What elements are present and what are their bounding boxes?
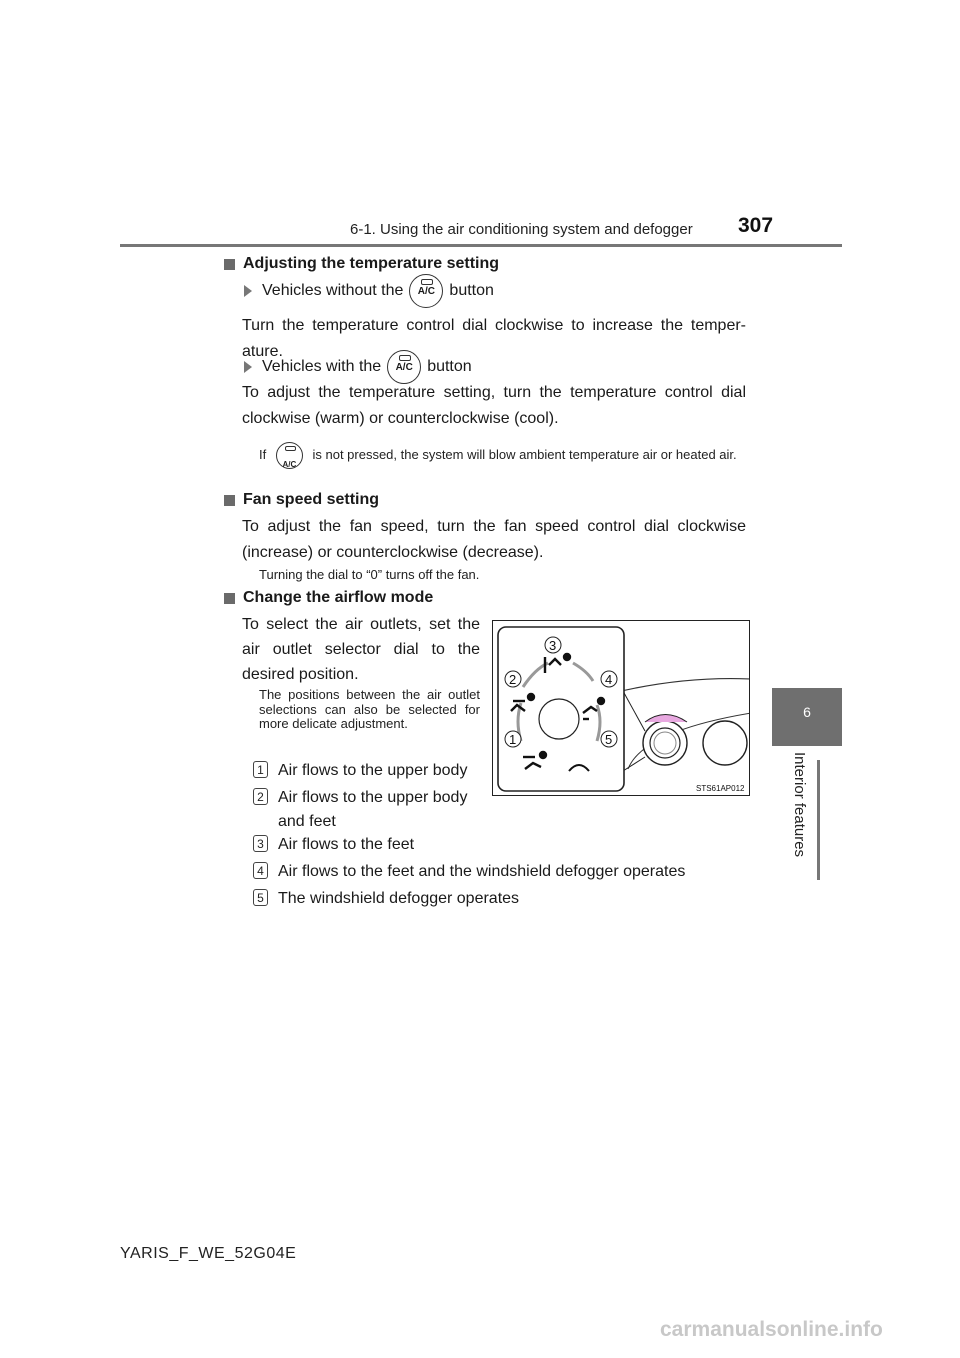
airflow-note: The positions between the air outlet selections can also be selected for more delicate adjustment.	[259, 687, 480, 732]
with-ac-text: To adjust the temperature setting, turn the temperature control dial clockwise (warm) or counterclockwise (cool).	[242, 384, 746, 427]
item-number: 4	[253, 862, 268, 879]
ac-button-icon: A/C	[387, 350, 421, 384]
chapter-number: 6	[803, 704, 811, 720]
svg-text:1: 1	[509, 732, 517, 747]
right-knob-icon	[643, 715, 687, 766]
header-divider	[120, 244, 842, 247]
list-item: 4 Air flows to the feet and the windshield defogger operates	[253, 860, 753, 884]
fan-text: To adjust the fan speed, turn the fan speed control dial clockwise (increase) or counterclockwise (decrease).	[242, 518, 746, 561]
figure-code: STS61AP012	[696, 784, 745, 793]
triangle-bullet-icon	[244, 285, 252, 297]
square-bullet-icon	[224, 495, 235, 506]
item-number: 5	[253, 889, 268, 906]
document-code: YARIS_F_WE_52G04E	[120, 1245, 297, 1262]
svg-text:2: 2	[509, 672, 517, 687]
page-number: 307	[738, 214, 774, 237]
square-bullet-icon	[224, 593, 235, 604]
list-item: 3 Air flows to the feet	[253, 833, 753, 857]
item-number: 2	[253, 788, 268, 805]
triangle-bullet-icon	[244, 361, 252, 373]
square-bullet-icon	[224, 259, 235, 270]
list-item: 2 Air flows to the upper body and feet	[253, 786, 485, 834]
chapter-label: Interior features	[791, 752, 808, 858]
bullet-without-ac: Vehicles without the A/C button	[244, 274, 494, 308]
airflow-dial-figure	[492, 620, 750, 796]
second-knob-icon	[703, 721, 747, 765]
airflow-heading: Change the airflow mode	[226, 589, 433, 607]
without-ac-text: Turn the temperature control dial clockwise to increase the temper-ature.	[242, 317, 746, 360]
ac-button-icon: A/C	[276, 442, 303, 469]
temperature-heading: Adjusting the temperature setting	[226, 255, 499, 273]
airflow-text: To select the air outlets, set the air outlet selector dial to the desired position.	[242, 616, 480, 683]
svg-text:5: 5	[605, 732, 613, 747]
item-number: 3	[253, 835, 268, 852]
ac-button-icon: A/C	[409, 274, 443, 308]
fan-note: Turning the dial to “0” turns off the fan.	[259, 567, 480, 582]
section-title: 6-1. Using the air conditioning system and defogger	[350, 221, 693, 238]
selector-dial-icon	[539, 699, 579, 739]
svg-text:4: 4	[605, 672, 613, 687]
chapter-divider	[817, 760, 820, 880]
airflow-list-cont	[253, 833, 753, 911]
fan-heading: Fan speed setting	[226, 491, 379, 509]
svg-text:3: 3	[549, 638, 557, 653]
list-item: 1 Air flows to the upper body	[253, 759, 485, 783]
item-number: 1	[253, 761, 268, 778]
dial-illustration	[493, 621, 750, 796]
bullet-with-ac: Vehicles with the A/C button	[244, 350, 472, 384]
airflow-list	[253, 759, 485, 834]
list-item: 5 The windshield defogger operates	[253, 887, 753, 911]
ac-note: If A/C is not pressed, the system will blow ambient temperature air or heated air.	[259, 441, 746, 469]
watermark: carmanualsonline.info	[660, 1318, 883, 1341]
dash-contour	[613, 679, 750, 693]
